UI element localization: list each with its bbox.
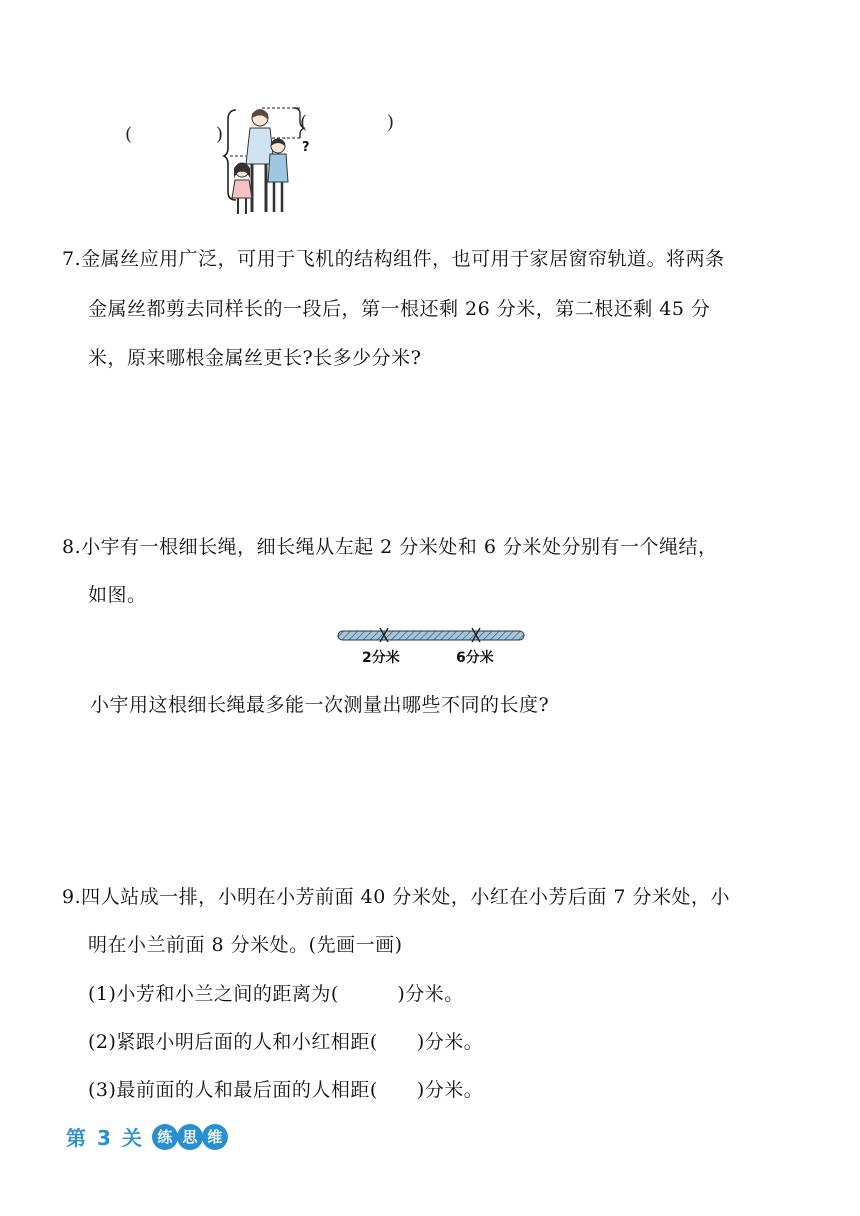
answer-paren-right-close: ) xyxy=(387,112,395,133)
rope-label-2dm: 2分米 xyxy=(362,650,400,666)
q7-line-1: 7.金属丝应用广泛，可用于飞机的结构组件，也可用于家居窗帘轨道。将两条 xyxy=(62,248,725,270)
answer-paren-left-close: ) xyxy=(216,124,224,145)
q7-line-2: 金属丝都剪去同样长的一段后，第一根还剩 26 分米，第二根还剩 45 分 xyxy=(88,298,711,320)
q9-sub-1: (1)小芳和小兰之间的距离为( )分米。 xyxy=(88,983,464,1005)
section-prefix: 第 3 关 xyxy=(66,1126,144,1150)
section-bubble-1: 练 xyxy=(152,1124,178,1150)
question-mark-label: ? xyxy=(302,140,310,155)
section-header xyxy=(66,1122,228,1151)
people-height-illustration xyxy=(222,100,312,220)
section-bubble-2: 思 xyxy=(177,1124,203,1150)
q9-line-1: 9.四人站成一排，小明在小芳前面 40 分米处，小红在小芳后面 7 分米处，小 xyxy=(62,886,731,908)
q8-line-2: 如图。 xyxy=(88,584,147,606)
q8-line-1: 8.小宇有一根细长绳，细长绳从左起 2 分米处和 6 分米处分别有一个绳结， xyxy=(62,536,718,558)
q7-line-3: 米，原来哪根金属丝更长?长多少分米? xyxy=(88,347,422,369)
q9-sub-2: (2)紧跟小明后面的人和小红相距( )分米。 xyxy=(88,1031,484,1053)
rope-bar xyxy=(338,631,524,640)
answer-paren-left-open: ( xyxy=(125,124,133,145)
rope-diagram xyxy=(336,624,528,648)
answer-paren-right-open: ( xyxy=(300,112,308,133)
section-bubble-3: 维 xyxy=(202,1124,228,1150)
rope-label-6dm: 6分米 xyxy=(456,650,494,666)
q9-sub-3: (3)最前面的人和最后面的人相距( )分米。 xyxy=(88,1079,484,1101)
q9-line-2: 明在小兰前面 8 分米处。(先画一画) xyxy=(88,934,403,956)
q8-line-3: 小宇用这根细长绳最多能一次测量出哪些不同的长度? xyxy=(90,694,550,716)
